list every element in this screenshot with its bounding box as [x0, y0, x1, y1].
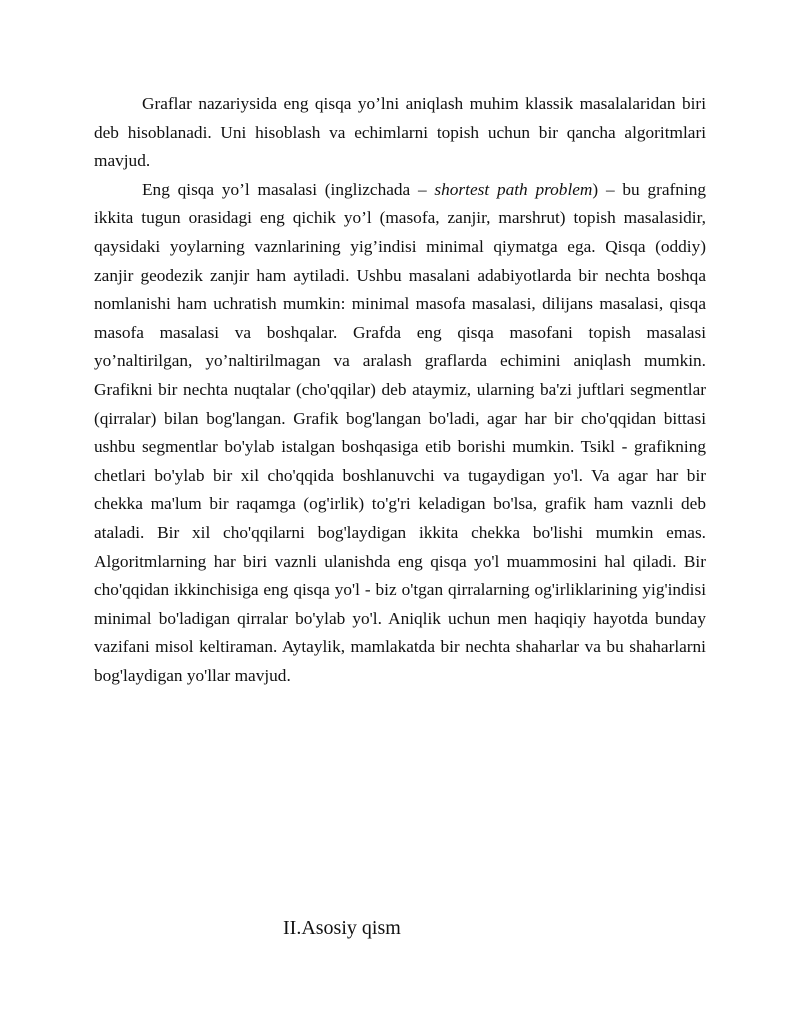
paragraph-text-before-term: Eng qisqa yo’l masalasi (inglizchada –	[142, 179, 435, 199]
document-body	[94, 90, 706, 690]
paragraph-text-after-term: ) – bu grafning ikkita tugun orasidagi eng qichik yo’l (masofa, zanjir, marshrut) topish masalasidir, qaysidaki yoylarning vaznlarining yig’indisi minimal qiymatga ega. Qisqa (oddiy) zanjir geodezik zanjir ham aytiladi. Ushbu masalani adabiyotlarda bir nechta boshqa nomlanishi ham uchratish mumkin: minimal masofa masalasi, dilijans masalasi, qisqa masofa masalasi va boshqalar. Grafda eng qisqa masofani topish masalasi yo’naltirilgan, yo’naltirilmagan va aralash graflarda echimini aniqlash mumkin. Grafikni bir nechta nuqtalar (cho'qqilar) deb ataymiz, ularning ba'zi juftlari segmentlar (qirralar) bilan bog'langan. Grafik bog'langan bo'ladi, agar har bir cho'qqidan bittasi ushbu segmentlar bo'ylab istalgan boshqasiga etib borishi mumkin. Tsikl - grafikning chetlari bo'ylab bir xil cho'qqida boshlanuvchi va tugaydigan yo'l. Va agar har bir chekka ma'lum bir raqamga (og'irlik) to'g'ri keladigan bo'lsa, grafik ham vaznli deb ataladi. Bir xil cho'qqilarni bog'laydigan ikkita chekka bo'lishi mumkin emas. Algoritmlarning har biri vaznli ulanishda eng qisqa yo'l muammosini hal qiladi. Bir cho'qqidan ikkinchisiga eng qisqa yo'l - biz o'tgan qirralarning og'irliklarining yig'indisi minimal bo'ladigan qirralar bo'ylab yo'l. Aniqlik uchun men haqiqiy hayotda bunday vazifani misol keltiraman. Aytaylik, mamlakatda bir nechta shaharlar va bu shaharlarni bog'laydigan yo'llar mavjud.	[94, 179, 706, 685]
section-heading: II.Asosiy qism	[283, 917, 401, 939]
paragraph-shortest-path	[94, 176, 706, 691]
paragraph-intro: Graflar nazariysida eng qisqa yo’lni aniqlash muhim klassik masalalaridan biri deb hisoblanadi. Uni hisoblash va echimlarni topish uchun bir qancha algoritmlari mavjud.	[94, 94, 706, 171]
italic-term: shortest path problem	[434, 179, 593, 199]
